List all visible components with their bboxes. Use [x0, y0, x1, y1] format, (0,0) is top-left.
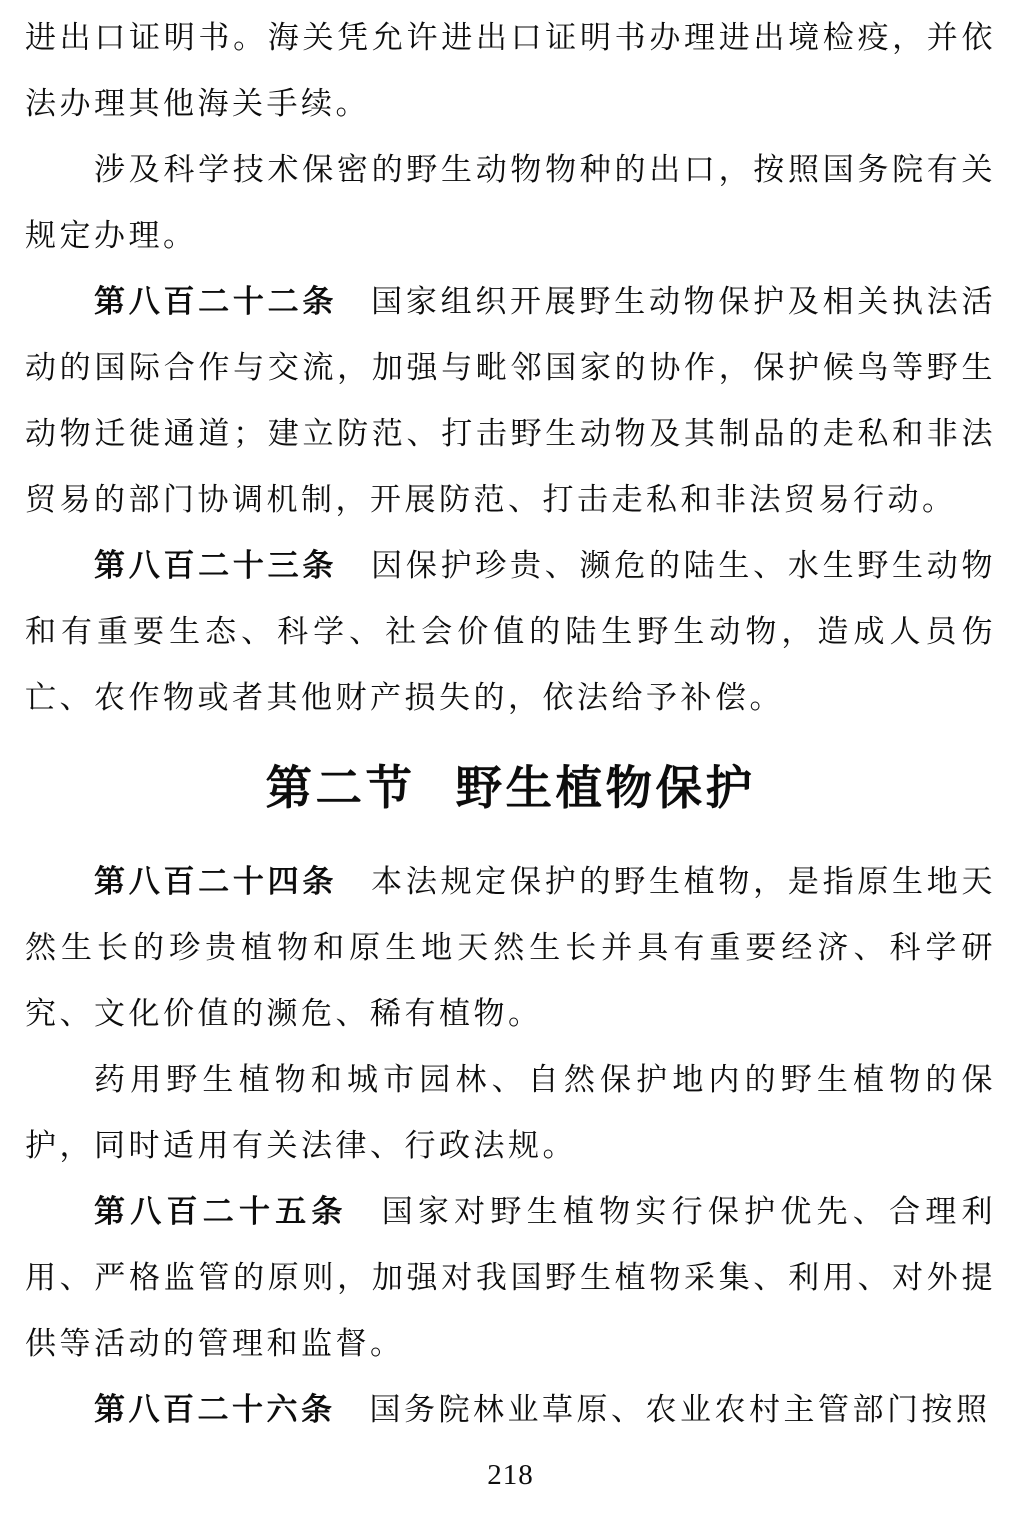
paragraph-text: 进出口证明书。海关凭允许进出口证明书办理进出境检疫，并依法办理其他海关手续。	[25, 20, 996, 121]
article-number: 第八百二十二条	[94, 284, 338, 319]
article-number: 第八百二十六条	[94, 1392, 336, 1427]
paragraph	[25, 5, 996, 137]
paragraph-text: 涉及科学技术保密的野生动物物种的出口，按照国务院有关规定办理。	[25, 152, 996, 253]
section-heading-title: 野生植物保护	[455, 764, 756, 815]
page-number: 218	[487, 1459, 534, 1491]
paragraph	[25, 849, 996, 1047]
section-heading	[25, 757, 996, 823]
paragraph-text: 因保护珍贵、濒危的陆生、水生野生动物和有重要生态、科学、社会价值的陆生野生动物，造成人员伤亡、农作物或者其他财产损失的，依法给予补偿。	[25, 548, 997, 715]
paragraph-text: 国务院林业草原、农业农村主管部门按照	[369, 1392, 991, 1427]
paragraph	[25, 533, 996, 731]
paragraph	[25, 269, 996, 533]
paragraph	[25, 1179, 996, 1377]
section-heading-label: 第二节	[265, 764, 416, 815]
paragraph-text: 国家组织开展野生动物保护及相关执法活动的国际合作与交流，加强与毗邻国家的协作，保护候鸟等野生动物迁徙通道；建立防范、打击野生动物及其制品的走私和非法贸易的部门协调机制，开展防范、打击走私和非法贸易行动。	[25, 284, 997, 517]
paragraph-text: 药用野生植物和城市园林、自然保护地内的野生植物的保护，同时适用有关法律、行政法规。	[25, 1062, 996, 1163]
paragraph-text: 国家对野生植物实行保护优先、合理利用、严格监管的原则，加强对我国野生植物采集、利用、对外提供等活动的管理和监督。	[25, 1194, 997, 1361]
article-number: 第八百二十三条	[94, 548, 338, 583]
paragraph	[25, 137, 996, 269]
paragraph	[25, 1047, 996, 1179]
paragraph	[25, 1377, 996, 1443]
paragraph-text: 本法规定保护的野生植物，是指原生地天然生长的珍贵植物和原生地天然生长并具有重要经济、科学研究、文化价值的濒危、稀有植物。	[25, 864, 997, 1031]
article-number: 第八百二十五条	[94, 1194, 348, 1229]
article-number: 第八百二十四条	[94, 864, 338, 899]
